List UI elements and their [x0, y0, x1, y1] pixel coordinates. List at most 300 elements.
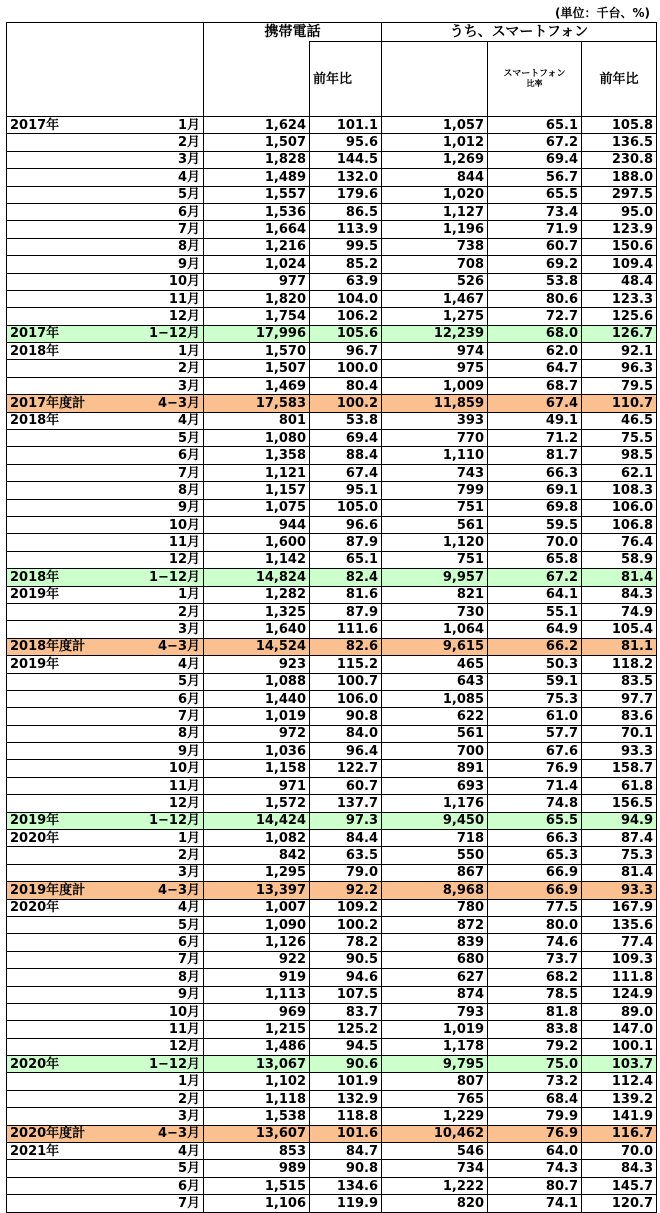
- cell-year: [7, 447, 122, 464]
- cell-yoy: 92.2: [310, 882, 382, 899]
- cell-smartphone: 799: [382, 482, 488, 499]
- cell-year: 2018年: [7, 412, 122, 429]
- cell-smartphone: 743: [382, 464, 488, 481]
- cell-yoy: 84.0: [310, 725, 382, 742]
- cell-month: 8月: [122, 482, 204, 499]
- cell-month: 8月: [122, 238, 204, 255]
- cell-ratio: 81.7: [488, 447, 582, 464]
- table-row: [7, 1021, 657, 1038]
- table-row: [7, 1108, 657, 1125]
- cell-ratio: 80.7: [488, 1177, 582, 1194]
- table-row: [7, 760, 657, 777]
- cell-smartphone: 465: [382, 656, 488, 673]
- cell-month: 6月: [122, 690, 204, 707]
- cell-yoy: 96.7: [310, 343, 382, 360]
- cell-mobile: 1,557: [204, 186, 310, 203]
- cell-mobile: 1,126: [204, 934, 310, 951]
- cell-ratio: 59.5: [488, 516, 582, 533]
- cell-smartphone: 891: [382, 760, 488, 777]
- cell-sp-yoy: 145.7: [582, 1177, 657, 1194]
- cell-sp-yoy: 81.4: [582, 864, 657, 881]
- table-row: [7, 899, 657, 916]
- cell-ratio: 67.4: [488, 395, 582, 412]
- cell-mobile: 1,572: [204, 795, 310, 812]
- cell-smartphone: 751: [382, 499, 488, 516]
- cell-yoy: 85.2: [310, 256, 382, 273]
- cell-yoy: 80.4: [310, 377, 382, 394]
- cell-mobile: 969: [204, 1003, 310, 1020]
- cell-mobile: 1,142: [204, 551, 310, 568]
- table-row: [7, 447, 657, 464]
- cell-mobile: 1,820: [204, 290, 310, 307]
- cell-month: 5月: [122, 916, 204, 933]
- cell-smartphone: 1,110: [382, 447, 488, 464]
- cell-sp-yoy: 75.3: [582, 847, 657, 864]
- cell-year: 2017年: [7, 117, 122, 134]
- table-row: [7, 325, 657, 342]
- cell-month: 1−12月: [122, 812, 204, 829]
- cell-ratio: 73.7: [488, 951, 582, 968]
- cell-smartphone: 730: [382, 603, 488, 620]
- cell-mobile: 971: [204, 777, 310, 794]
- table-row: [7, 238, 657, 255]
- cell-yoy: 96.6: [310, 516, 382, 533]
- cell-sp-yoy: 77.4: [582, 934, 657, 951]
- cell-month: 9月: [122, 743, 204, 760]
- cell-sp-yoy: 112.4: [582, 1073, 657, 1090]
- cell-month: 6月: [122, 1177, 204, 1194]
- cell-smartphone: 1,009: [382, 377, 488, 394]
- cell-smartphone: 718: [382, 830, 488, 847]
- cell-year: 2018年: [7, 569, 122, 586]
- table-row: [7, 916, 657, 933]
- cell-sp-yoy: 147.0: [582, 1021, 657, 1038]
- cell-sp-yoy: 156.5: [582, 795, 657, 812]
- cell-smartphone: 526: [382, 273, 488, 290]
- cell-month: 1月: [122, 586, 204, 603]
- cell-yoy: 100.7: [310, 673, 382, 690]
- cell-mobile: 922: [204, 951, 310, 968]
- cell-year: [7, 186, 122, 203]
- cell-mobile: 17,583: [204, 395, 310, 412]
- cell-ratio: 66.9: [488, 882, 582, 899]
- cell-ratio: 60.7: [488, 238, 582, 255]
- cell-month: 3月: [122, 1108, 204, 1125]
- cell-month: 2月: [122, 1090, 204, 1107]
- cell-year: [7, 430, 122, 447]
- cell-year: 2018年度計: [7, 638, 122, 655]
- cell-month: 7月: [122, 1195, 204, 1212]
- cell-yoy: 84.4: [310, 830, 382, 847]
- cell-sp-yoy: 70.1: [582, 725, 657, 742]
- cell-ratio: 67.6: [488, 743, 582, 760]
- cell-month: 1月: [122, 1073, 204, 1090]
- cell-month: 4−3月: [122, 638, 204, 655]
- cell-mobile: 13,067: [204, 1056, 310, 1073]
- cell-sp-yoy: 297.5: [582, 186, 657, 203]
- table-row: [7, 273, 657, 290]
- cell-month: 4月: [122, 899, 204, 916]
- table-row: [7, 499, 657, 516]
- header-mobile: 携帯電話: [204, 23, 382, 42]
- cell-yoy: 60.7: [310, 777, 382, 794]
- cell-month: 4月: [122, 169, 204, 186]
- cell-year: 2017年: [7, 325, 122, 342]
- cell-smartphone: 11,859: [382, 395, 488, 412]
- cell-smartphone: 10,462: [382, 1125, 488, 1142]
- cell-yoy: 82.4: [310, 569, 382, 586]
- cell-month: 3月: [122, 864, 204, 881]
- shipment-table: [6, 22, 657, 1213]
- cell-year: [7, 238, 122, 255]
- cell-ratio: 71.4: [488, 777, 582, 794]
- cell-year: [7, 516, 122, 533]
- cell-yoy: 104.0: [310, 290, 382, 307]
- cell-smartphone: 1,196: [382, 221, 488, 238]
- cell-yoy: 83.7: [310, 1003, 382, 1020]
- cell-yoy: 53.8: [310, 412, 382, 429]
- cell-ratio: 65.5: [488, 186, 582, 203]
- cell-ratio: 74.6: [488, 934, 582, 951]
- cell-ratio: 67.2: [488, 569, 582, 586]
- cell-yoy: 63.9: [310, 273, 382, 290]
- cell-year: [7, 1108, 122, 1125]
- table-row: [7, 1195, 657, 1212]
- cell-month: 1月: [122, 830, 204, 847]
- cell-mobile: 1,080: [204, 430, 310, 447]
- cell-year: [7, 986, 122, 1003]
- table-row: [7, 812, 657, 829]
- cell-year: [7, 777, 122, 794]
- header-ratio-line1: スマートフォン: [503, 69, 566, 79]
- cell-sp-yoy: 123.9: [582, 221, 657, 238]
- table-row: [7, 395, 657, 412]
- cell-sp-yoy: 139.2: [582, 1090, 657, 1107]
- cell-smartphone: 1,467: [382, 290, 488, 307]
- cell-year: [7, 551, 122, 568]
- cell-sp-yoy: 126.7: [582, 325, 657, 342]
- table-row: [7, 725, 657, 742]
- table-row: [7, 551, 657, 568]
- cell-sp-yoy: 116.7: [582, 1125, 657, 1142]
- cell-smartphone: 807: [382, 1073, 488, 1090]
- cell-yoy: 101.9: [310, 1073, 382, 1090]
- cell-year: [7, 1038, 122, 1055]
- cell-sp-yoy: 94.9: [582, 812, 657, 829]
- cell-mobile: 801: [204, 412, 310, 429]
- cell-year: [7, 290, 122, 307]
- cell-smartphone: 393: [382, 412, 488, 429]
- cell-smartphone: 793: [382, 1003, 488, 1020]
- cell-smartphone: 765: [382, 1090, 488, 1107]
- cell-year: [7, 969, 122, 986]
- cell-yoy: 134.6: [310, 1177, 382, 1194]
- cell-yoy: 99.5: [310, 238, 382, 255]
- header-yoy: 前年比: [310, 42, 382, 117]
- table-row: [7, 534, 657, 551]
- cell-yoy: 82.6: [310, 638, 382, 655]
- cell-month: 2月: [122, 134, 204, 151]
- cell-ratio: 64.7: [488, 360, 582, 377]
- table-row: [7, 708, 657, 725]
- table-row: [7, 1125, 657, 1142]
- cell-month: 1−12月: [122, 1056, 204, 1073]
- cell-yoy: 87.9: [310, 603, 382, 620]
- table-row: [7, 134, 657, 151]
- cell-month: 12月: [122, 308, 204, 325]
- cell-mobile: 1,118: [204, 1090, 310, 1107]
- cell-mobile: 1,295: [204, 864, 310, 881]
- cell-mobile: 1,113: [204, 986, 310, 1003]
- cell-smartphone: 839: [382, 934, 488, 951]
- cell-sp-yoy: 108.3: [582, 482, 657, 499]
- cell-mobile: 1,754: [204, 308, 310, 325]
- cell-smartphone: 1,229: [382, 1108, 488, 1125]
- cell-smartphone: 9,450: [382, 812, 488, 829]
- table-row: [7, 743, 657, 760]
- cell-month: 8月: [122, 969, 204, 986]
- cell-yoy: 94.6: [310, 969, 382, 986]
- cell-mobile: 1,440: [204, 690, 310, 707]
- cell-smartphone: 1,085: [382, 690, 488, 707]
- cell-sp-yoy: 62.1: [582, 464, 657, 481]
- cell-sp-yoy: 75.5: [582, 430, 657, 447]
- cell-sp-yoy: 124.9: [582, 986, 657, 1003]
- cell-yoy: 113.9: [310, 221, 382, 238]
- cell-smartphone: 974: [382, 343, 488, 360]
- cell-ratio: 70.0: [488, 534, 582, 551]
- cell-year: [7, 221, 122, 238]
- cell-ratio: 53.8: [488, 273, 582, 290]
- cell-ratio: 55.1: [488, 603, 582, 620]
- cell-ratio: 73.4: [488, 203, 582, 220]
- cell-month: 12月: [122, 551, 204, 568]
- cell-ratio: 64.0: [488, 1143, 582, 1160]
- cell-smartphone: 693: [382, 777, 488, 794]
- cell-smartphone: 1,120: [382, 534, 488, 551]
- cell-sp-yoy: 83.6: [582, 708, 657, 725]
- cell-month: 4−3月: [122, 1125, 204, 1142]
- table-row: [7, 516, 657, 533]
- cell-month: 9月: [122, 986, 204, 1003]
- cell-mobile: 919: [204, 969, 310, 986]
- cell-mobile: 1,090: [204, 916, 310, 933]
- cell-mobile: 1,515: [204, 1177, 310, 1194]
- cell-year: [7, 169, 122, 186]
- cell-month: 4月: [122, 1143, 204, 1160]
- cell-ratio: 59.1: [488, 673, 582, 690]
- cell-ratio: 62.0: [488, 343, 582, 360]
- cell-sp-yoy: 84.3: [582, 586, 657, 603]
- cell-ratio: 66.9: [488, 864, 582, 881]
- cell-smartphone: 821: [382, 586, 488, 603]
- table-row: [7, 603, 657, 620]
- table-row: [7, 290, 657, 307]
- cell-year: 2017年度計: [7, 395, 122, 412]
- cell-yoy: 67.4: [310, 464, 382, 481]
- cell-year: 2019年: [7, 586, 122, 603]
- cell-ratio: 80.0: [488, 916, 582, 933]
- table-row: [7, 1073, 657, 1090]
- cell-yoy: 90.8: [310, 708, 382, 725]
- cell-month: 1月: [122, 343, 204, 360]
- header-ratio: [488, 42, 582, 117]
- cell-ratio: 65.5: [488, 812, 582, 829]
- cell-yoy: 78.2: [310, 934, 382, 951]
- cell-month: 4−3月: [122, 395, 204, 412]
- cell-yoy: 86.5: [310, 203, 382, 220]
- cell-ratio: 68.2: [488, 969, 582, 986]
- cell-ratio: 71.2: [488, 430, 582, 447]
- cell-ratio: 65.8: [488, 551, 582, 568]
- cell-sp-yoy: 141.9: [582, 1108, 657, 1125]
- cell-sp-yoy: 118.2: [582, 656, 657, 673]
- cell-year: 2018年: [7, 343, 122, 360]
- cell-yoy: 94.5: [310, 1038, 382, 1055]
- cell-mobile: 1,121: [204, 464, 310, 481]
- cell-ratio: 69.2: [488, 256, 582, 273]
- cell-mobile: 1,600: [204, 534, 310, 551]
- cell-smartphone: 1,020: [382, 186, 488, 203]
- cell-smartphone: 1,012: [382, 134, 488, 151]
- cell-smartphone: 1,178: [382, 1038, 488, 1055]
- cell-smartphone: 9,957: [382, 569, 488, 586]
- cell-year: [7, 1073, 122, 1090]
- cell-mobile: 1,538: [204, 1108, 310, 1125]
- cell-mobile: 1,507: [204, 360, 310, 377]
- cell-yoy: 105.6: [310, 325, 382, 342]
- cell-smartphone: 12,239: [382, 325, 488, 342]
- cell-year: [7, 377, 122, 394]
- cell-mobile: 1,024: [204, 256, 310, 273]
- cell-month: 5月: [122, 430, 204, 447]
- cell-ratio: 67.2: [488, 134, 582, 151]
- cell-smartphone: 550: [382, 847, 488, 864]
- cell-sp-yoy: 105.8: [582, 117, 657, 134]
- cell-smartphone: 734: [382, 1160, 488, 1177]
- cell-sp-yoy: 230.8: [582, 151, 657, 168]
- cell-ratio: 76.9: [488, 760, 582, 777]
- cell-smartphone: 1,127: [382, 203, 488, 220]
- cell-ratio: 64.1: [488, 586, 582, 603]
- cell-mobile: 14,424: [204, 812, 310, 829]
- cell-ratio: 61.0: [488, 708, 582, 725]
- cell-smartphone: 700: [382, 743, 488, 760]
- cell-mobile: 1,486: [204, 1038, 310, 1055]
- cell-ratio: 66.3: [488, 830, 582, 847]
- cell-year: [7, 621, 122, 638]
- cell-sp-yoy: 58.9: [582, 551, 657, 568]
- cell-year: [7, 360, 122, 377]
- table-row: [7, 1143, 657, 1160]
- unit-note: (単位：千台、%): [555, 6, 650, 20]
- table-row: [7, 690, 657, 707]
- cell-ratio: 78.5: [488, 986, 582, 1003]
- cell-month: 5月: [122, 186, 204, 203]
- cell-ratio: 79.2: [488, 1038, 582, 1055]
- cell-yoy: 79.0: [310, 864, 382, 881]
- header-sp-yoy: 前年比: [582, 42, 657, 117]
- cell-yoy: 105.0: [310, 499, 382, 516]
- cell-sp-yoy: 135.6: [582, 916, 657, 933]
- cell-sp-yoy: 150.6: [582, 238, 657, 255]
- cell-month: 11月: [122, 1021, 204, 1038]
- cell-smartphone: 780: [382, 899, 488, 916]
- cell-year: [7, 1021, 122, 1038]
- cell-smartphone: 874: [382, 986, 488, 1003]
- table-row: [7, 1177, 657, 1194]
- cell-year: [7, 934, 122, 951]
- cell-ratio: 57.7: [488, 725, 582, 742]
- cell-mobile: 1,358: [204, 447, 310, 464]
- cell-sp-yoy: 76.4: [582, 534, 657, 551]
- table-row: [7, 586, 657, 603]
- cell-yoy: 101.1: [310, 117, 382, 134]
- cell-mobile: 977: [204, 273, 310, 290]
- cell-mobile: 923: [204, 656, 310, 673]
- cell-sp-yoy: 103.7: [582, 1056, 657, 1073]
- cell-yoy: 90.6: [310, 1056, 382, 1073]
- header-sp-units: [382, 42, 488, 117]
- cell-smartphone: 622: [382, 708, 488, 725]
- cell-ratio: 66.2: [488, 638, 582, 655]
- cell-sp-yoy: 81.1: [582, 638, 657, 655]
- cell-mobile: 13,397: [204, 882, 310, 899]
- cell-month: 11月: [122, 290, 204, 307]
- cell-sp-yoy: 110.7: [582, 395, 657, 412]
- table-row: [7, 117, 657, 134]
- cell-mobile: 1,102: [204, 1073, 310, 1090]
- cell-year: [7, 1195, 122, 1212]
- table-row: [7, 412, 657, 429]
- cell-year: 2020年: [7, 1056, 122, 1073]
- cell-month: 6月: [122, 934, 204, 951]
- cell-month: 12月: [122, 795, 204, 812]
- table-row: [7, 221, 657, 238]
- cell-yoy: 95.6: [310, 134, 382, 151]
- cell-yoy: 90.5: [310, 951, 382, 968]
- cell-year: 2021年: [7, 1143, 122, 1160]
- cell-year: [7, 482, 122, 499]
- cell-mobile: 1,664: [204, 221, 310, 238]
- cell-ratio: 49.1: [488, 412, 582, 429]
- cell-smartphone: 1,019: [382, 1021, 488, 1038]
- table-row: [7, 1056, 657, 1073]
- cell-ratio: 68.4: [488, 1090, 582, 1107]
- cell-sp-yoy: 61.8: [582, 777, 657, 794]
- cell-year: [7, 743, 122, 760]
- cell-mobile: 1,489: [204, 169, 310, 186]
- cell-smartphone: 738: [382, 238, 488, 255]
- table-row: [7, 1090, 657, 1107]
- cell-mobile: 1,469: [204, 377, 310, 394]
- cell-mobile: 14,824: [204, 569, 310, 586]
- cell-mobile: 1,088: [204, 673, 310, 690]
- cell-smartphone: 643: [382, 673, 488, 690]
- cell-yoy: 179.6: [310, 186, 382, 203]
- cell-ratio: 65.1: [488, 117, 582, 134]
- header-blank: [7, 23, 204, 117]
- cell-yoy: 69.4: [310, 430, 382, 447]
- cell-sp-yoy: 92.1: [582, 343, 657, 360]
- cell-year: [7, 464, 122, 481]
- table-row: [7, 430, 657, 447]
- cell-sp-yoy: 74.9: [582, 603, 657, 620]
- cell-year: [7, 1090, 122, 1107]
- cell-smartphone: 561: [382, 725, 488, 742]
- cell-month: 7月: [122, 708, 204, 725]
- cell-month: 2月: [122, 360, 204, 377]
